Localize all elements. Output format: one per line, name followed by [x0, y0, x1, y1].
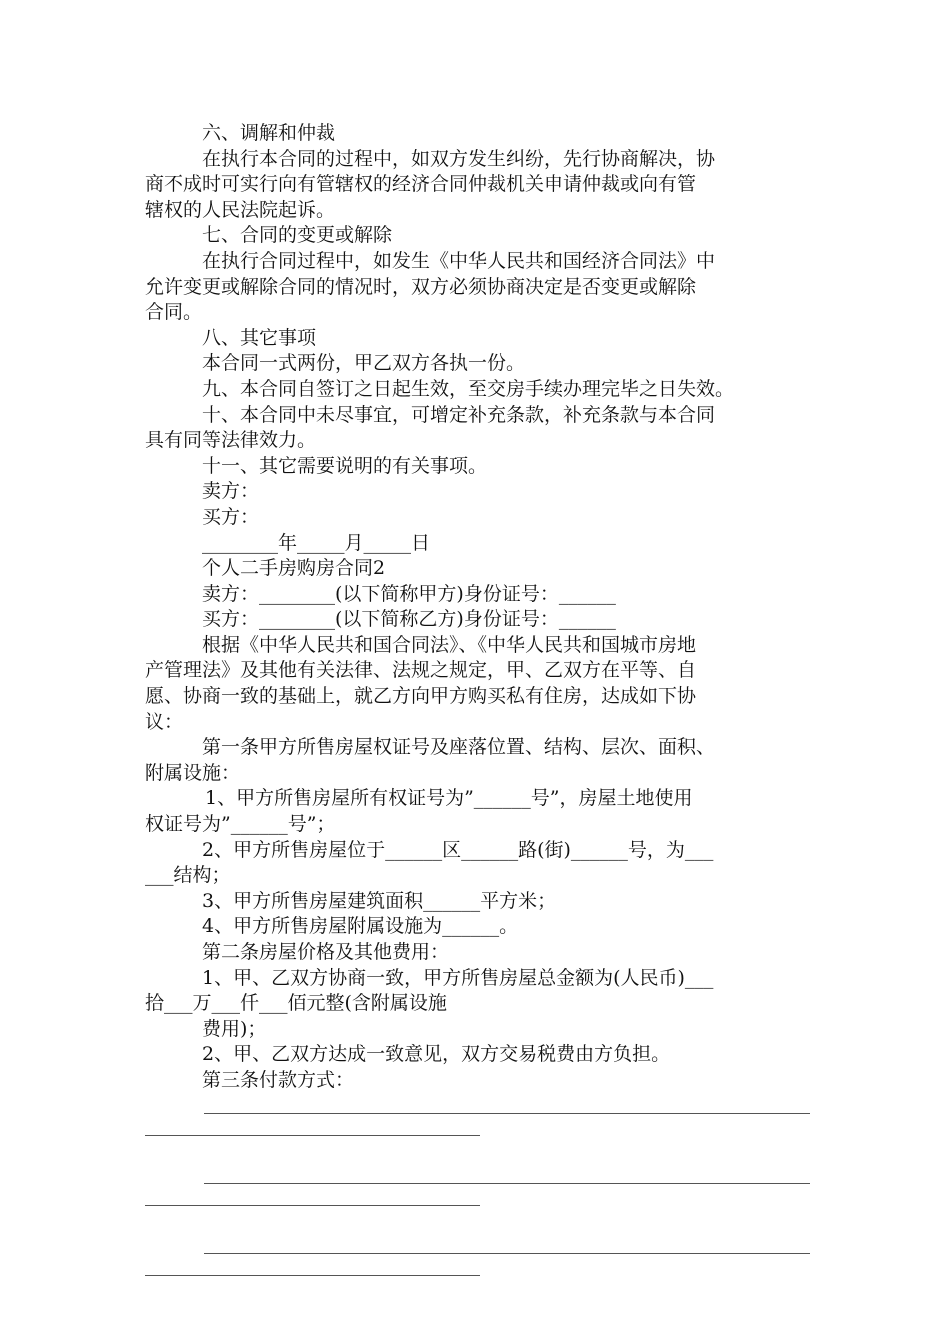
text-line: 具有同等法律效力。: [145, 429, 317, 452]
blank-underline: [204, 1253, 810, 1254]
date-line: ________年_____月_____日: [202, 531, 431, 554]
buyer-signature-line: 买方：: [202, 505, 260, 528]
text-line: 第三条付款方式：: [202, 1068, 355, 1091]
seller-signature-line: 卖方：: [202, 480, 260, 503]
blank-underline: [145, 1205, 480, 1206]
blank-underline: [204, 1183, 810, 1184]
blank-line-group: [145, 1113, 810, 1164]
text-line: 议：: [145, 710, 184, 733]
text-line: 八、其它事项: [202, 326, 317, 349]
text-line: 附属设施：: [145, 761, 241, 784]
text-line: 4、甲方所售房屋附属设施为______。: [202, 915, 519, 938]
blank-underline: [145, 1135, 480, 1136]
text-line: 1、甲、乙双方协商一致，甲方所售房屋总金额为(人民币)___: [202, 966, 714, 989]
section-title: 个人二手房购房合同2: [202, 557, 386, 580]
text-line: 费用)；: [202, 1017, 267, 1040]
text-line: 七、合同的变更或解除: [202, 224, 393, 247]
text-line: 本合同一式两份，甲乙双方各执一份。: [202, 352, 526, 375]
blank-line-group: [145, 1253, 810, 1304]
blank-line-group: [145, 1183, 810, 1234]
blank-underline: [145, 1275, 480, 1276]
text-line: 第二条房屋价格及其他费用：: [202, 941, 450, 963]
text-line: 2、甲方所售房屋位于______区______路(街)______号，为___: [202, 838, 714, 861]
text-line: 商不成时可实行向有管辖权的经济合同仲裁机关申请仲裁或向有管: [145, 173, 697, 196]
text-line: 六、调解和仲裁: [202, 122, 336, 144]
text-line: 十一、其它需要说明的有关事项。: [202, 454, 488, 477]
text-line: 愿、协商一致的基础上，就乙方向甲方购买私有住房，达成如下协: [145, 685, 697, 708]
text-line: ___结构；: [145, 864, 231, 887]
text-line: 产管理法》及其他有关法律、法规之规定，甲、乙双方在平等、自: [145, 659, 697, 682]
text-line: 权证号为”______号”；: [145, 813, 336, 836]
text-line: 在执行本合同的过程中，如双方发生纠纷，先行协商解决，协: [202, 147, 716, 170]
text-line: 1、甲方所售房屋所有权证号为”______号”，房屋土地使用: [205, 787, 693, 810]
text-line: 允许变更或解除合同的情况时，双方必须协商决定是否变更或解除: [145, 275, 697, 298]
blank-underline: [204, 1113, 810, 1114]
text-line: 辖权的人民法院起诉。: [145, 198, 336, 221]
contract-text: [145, 121, 810, 1304]
text-line: 在执行合同过程中，如发生《中华人民共和国经济合同法》中: [202, 249, 716, 272]
text-line: 3、甲方所售房屋建筑面积______平方米；: [202, 889, 557, 912]
text-line: 第一条甲方所售房屋权证号及座落位置、结构、层次、面积、: [202, 736, 716, 759]
payment-blank-lines: [145, 1113, 810, 1304]
text-line: 根据《中华人民共和国合同法》、《中华人民共和国城市房地: [202, 633, 697, 656]
text-line: 十、本合同中未尽事宜，可增定补充条款，补充条款与本合同: [202, 403, 716, 426]
seller-line: 卖方：________(以下简称甲方)身份证号：______: [202, 582, 616, 605]
text-line: 合同。: [145, 301, 203, 324]
text-line: 2、甲、乙双方达成一致意见，双方交易税费由方负担。: [202, 1043, 671, 1066]
buyer-line: 买方：________(以下简称乙方)身份证号：______: [202, 608, 616, 631]
text-line: 九、本合同自签订之日起生效，至交房手续办理完毕之日失效。: [202, 377, 735, 400]
text-line: 拾___万___仟___佰元整(含附属设施: [145, 992, 447, 1015]
